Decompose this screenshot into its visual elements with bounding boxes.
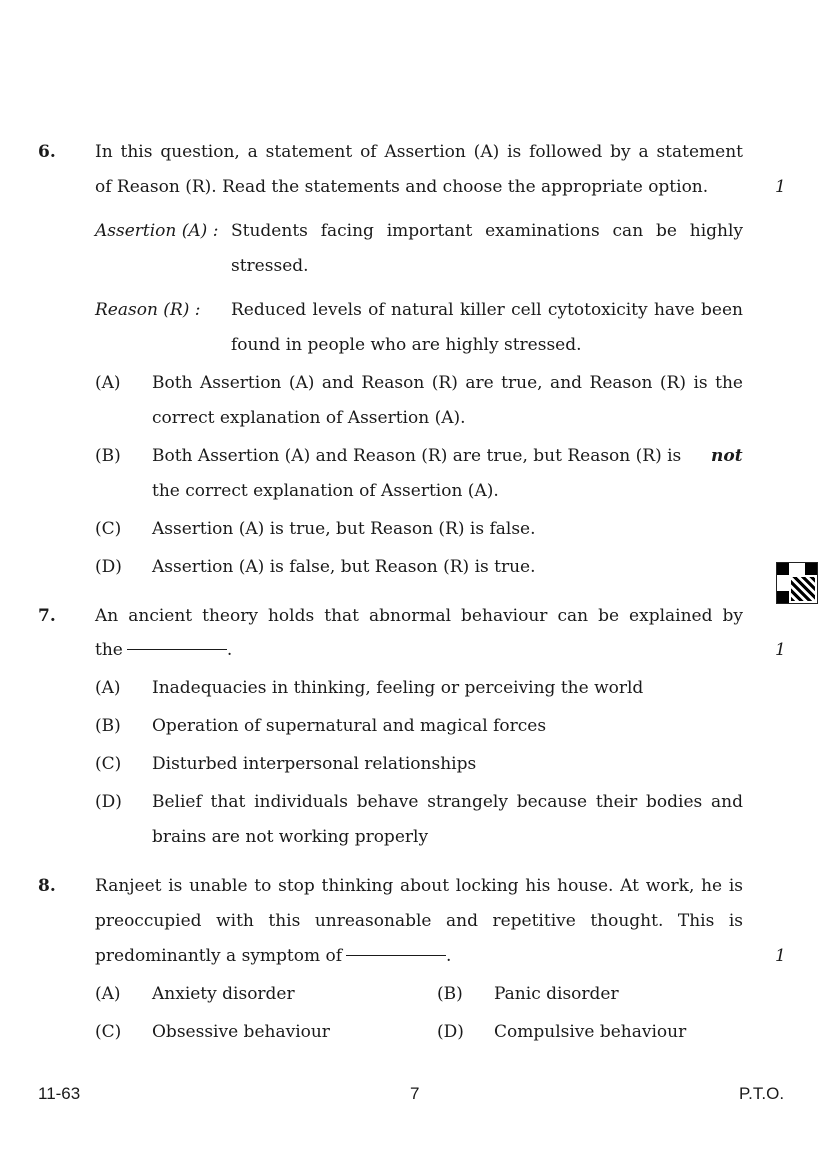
option-label: (B) xyxy=(437,984,463,1004)
option-text: Assertion (A) is false, but Reason (R) is true. xyxy=(152,557,536,577)
option-label: (D) xyxy=(95,792,122,812)
marks: 1 xyxy=(775,177,786,197)
option-text: brains are not working properly xyxy=(152,827,429,847)
question-text: In this question, a statement of Assertion (A) is followed by a statement xyxy=(95,142,743,162)
answer-blank xyxy=(127,648,227,650)
answer-blank xyxy=(346,954,446,956)
question-number: 7. xyxy=(38,606,56,626)
emphasis-not: not xyxy=(711,446,743,466)
question-text: An ancient theory holds that abnormal behaviour can be explained by xyxy=(95,606,743,626)
option-text: Operation of supernatural and magical forces xyxy=(152,716,547,736)
assertion-text: stressed. xyxy=(231,256,309,276)
assertion-text: Students facing important examinations can be highly xyxy=(231,221,743,241)
option-label: (A) xyxy=(95,678,121,698)
option-label: (A) xyxy=(95,984,121,1004)
paper-code: 11-63 xyxy=(38,1084,81,1103)
option-text: Anxiety disorder xyxy=(152,984,295,1004)
marks: 1 xyxy=(775,640,786,660)
question-number: 6. xyxy=(38,142,56,162)
option-label: (D) xyxy=(95,557,122,577)
option-label: (D) xyxy=(437,1022,464,1042)
option-text: Belief that individuals behave strangely because their bodies and xyxy=(152,792,743,812)
option-text: the correct explanation of Assertion (A). xyxy=(152,481,499,501)
option-label: (A) xyxy=(95,373,121,393)
question-text: of Reason (R). Read the statements and choose the appropriate option. xyxy=(95,177,709,197)
reason-text: Reduced levels of natural killer cell cytotoxicity have been xyxy=(231,300,743,320)
question-text: Ranjeet is unable to stop thinking about locking his house. At work, he is xyxy=(95,876,743,896)
option-text: Inadequacies in thinking, feeling or perceiving the world xyxy=(152,678,644,698)
option-label: (C) xyxy=(95,1022,122,1042)
page-number: 7 xyxy=(410,1084,420,1103)
reason-text: found in people who are highly stressed. xyxy=(231,335,582,355)
option-label: (C) xyxy=(95,754,122,774)
question-text: preoccupied with this unreasonable and repetitive thought. This is xyxy=(95,911,743,931)
option-label: (C) xyxy=(95,519,122,539)
question-text: the . xyxy=(95,640,233,660)
option-text: correct explanation of Assertion (A). xyxy=(152,408,466,428)
reason-label: Reason (R) : xyxy=(95,300,201,320)
option-text: Both Assertion (A) and Reason (R) are true, but Reason (R) is xyxy=(152,446,682,466)
option-text: Panic disorder xyxy=(494,984,619,1004)
option-text: Assertion (A) is true, but Reason (R) is false. xyxy=(152,519,536,539)
option-text: Both Assertion (A) and Reason (R) are true, and Reason (R) is the xyxy=(152,373,743,393)
assertion-label: Assertion (A) : xyxy=(95,221,219,241)
please-turn-over: P.T.O. xyxy=(739,1084,785,1103)
option-label: (B) xyxy=(95,446,121,466)
question-number: 8. xyxy=(38,876,56,896)
option-label: (B) xyxy=(95,716,121,736)
marks: 1 xyxy=(775,946,786,966)
option-text: Disturbed interpersonal relationships xyxy=(152,754,477,774)
option-text: Obsessive behaviour xyxy=(152,1022,330,1042)
option-text: Compulsive behaviour xyxy=(494,1022,687,1042)
qr-code-icon xyxy=(777,563,817,603)
question-text: predominantly a symptom of . xyxy=(95,946,452,966)
